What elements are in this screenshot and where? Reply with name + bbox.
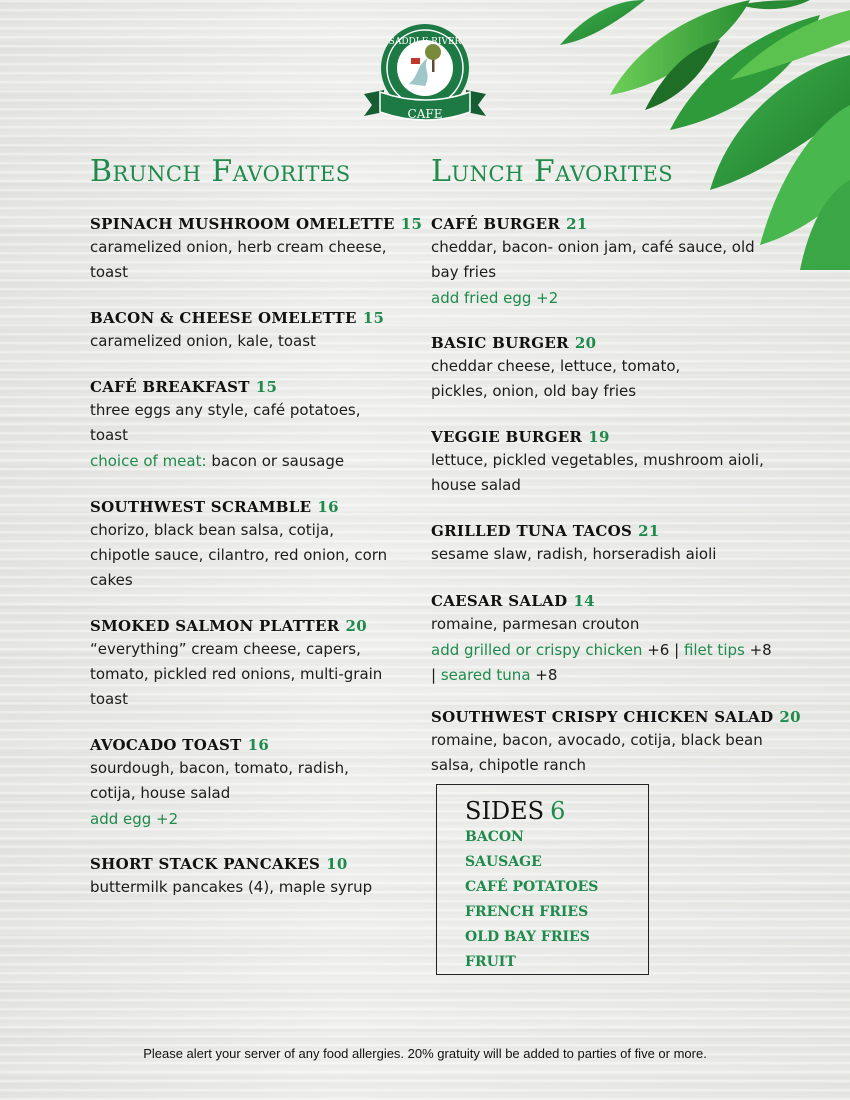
side-item: BACON [465, 829, 524, 845]
menu-item [90, 308, 390, 354]
brunch-heading: Brunch Favorites [90, 154, 351, 189]
item-title: VEGGIE BURGER [431, 428, 583, 446]
item-price: 15 [255, 378, 278, 396]
menu-item [90, 854, 390, 900]
side-item: SAUSAGE [465, 854, 542, 870]
item-price: 16 [317, 498, 339, 516]
item-title: SOUTHWEST CRISPY CHICKEN SALAD [431, 708, 774, 726]
item-description: lettuce, pickled vegetables, mushroom aioli, house salad [431, 451, 764, 494]
addon-option: add grilled or crispy chicken [431, 641, 643, 659]
item-description: sesame slaw, radish, horseradish aioli [431, 545, 717, 563]
addon-option: seared tuna [440, 666, 531, 684]
menu-item [90, 377, 390, 474]
item-price: 15 [400, 215, 423, 233]
menu-item [90, 214, 423, 285]
addon-price: +6 | [642, 641, 684, 659]
item-description: cheddar, bacon- onion jam, café sauce, old bay fries [431, 238, 755, 281]
item-price: 21 [566, 215, 588, 233]
item-title: BACON & CHEESE OMELETTE [90, 309, 357, 327]
addon-price: +8 | [431, 641, 772, 684]
item-title: SMOKED SALMON PLATTER [90, 617, 340, 635]
item-title: CAFÉ BURGER [431, 215, 561, 233]
item-title: SOUTHWEST SCRAMBLE [90, 498, 312, 516]
item-description: three eggs any style, café potatoes, toast [90, 401, 361, 444]
item-title: AVOCADO TOAST [90, 736, 242, 754]
menu-item [431, 521, 811, 567]
side-item: CAFÉ POTATOES [465, 879, 599, 895]
item-price: 19 [588, 428, 610, 446]
item-description: chorizo, black bean salsa, cotija, chipotle sauce, cilantro, red onion, corn cakes [90, 521, 388, 589]
item-price: 20 [574, 334, 597, 352]
allergy-notice: Please alert your server of any food allergies. 20% gratuity will be added to parties of five or more. [143, 1046, 707, 1061]
item-price: 21 [638, 522, 660, 540]
sides-box [436, 784, 649, 975]
menu-item [90, 616, 390, 712]
item-description: caramelized onion, kale, toast [90, 332, 316, 350]
lunch-heading: Lunch Favorites [431, 154, 674, 189]
item-title: BASIC BURGER [431, 334, 569, 352]
item-title: CAFÉ BREAKFAST [90, 378, 250, 396]
item-description: romaine, parmesan crouton [431, 615, 640, 633]
saddle-river-cafe-logo [362, 22, 488, 132]
item-description: caramelized onion, herb cream cheese, toast [90, 238, 387, 281]
item-description: romaine, bacon, avocado, cotija, black bean salsa, chipotle ranch [431, 731, 763, 774]
item-title: SHORT STACK PANCAKES [90, 855, 321, 873]
item-title: CAESAR SALAD [431, 592, 568, 610]
menu-item [431, 427, 791, 498]
sides-price: 6 [550, 797, 566, 825]
item-price: 16 [247, 736, 270, 754]
item-addon [431, 638, 776, 688]
menu-item [90, 735, 390, 832]
item-price: 15 [362, 309, 385, 327]
menu-item [431, 333, 701, 404]
item-description: buttermilk pancakes (4), maple syrup [90, 878, 373, 896]
addon-text: bacon or sausage [206, 452, 345, 470]
item-title: SPINACH MUSHROOM OMELETTE [90, 215, 395, 233]
item-price: 10 [326, 855, 348, 873]
item-description: cheddar cheese, lettuce, tomato, pickles, onion, old bay fries [431, 357, 681, 400]
side-item: OLD BAY FRIES [465, 929, 590, 945]
addon-label: choice of meat: [90, 452, 207, 470]
menu-item [431, 707, 801, 778]
item-description: “everything” cream cheese, capers, tomato, pickled red onions, multi-grain toast [90, 640, 383, 708]
item-price: 20 [345, 617, 367, 635]
side-item: FRUIT [465, 954, 516, 970]
menu-item [90, 497, 390, 593]
menu-item [431, 591, 776, 688]
side-item: FRENCH FRIES [465, 904, 589, 920]
item-addon: add egg +2 [90, 810, 179, 828]
item-description: sourdough, bacon, tomato, radish, cotija, house salad [90, 759, 349, 802]
logo-top-text: SADDLE RIVER [388, 37, 462, 47]
menu-item [431, 214, 771, 311]
addon-price: +8 [530, 666, 558, 684]
sides-title: SIDES [465, 797, 545, 825]
addon-option: filet tips [683, 641, 745, 659]
item-price: 14 [573, 592, 595, 610]
item-addon: add fried egg +2 [431, 289, 559, 307]
item-price: 20 [779, 708, 801, 726]
item-title: GRILLED TUNA TACOS [431, 522, 633, 540]
logo-ribbon-text: CAFE [407, 107, 443, 121]
